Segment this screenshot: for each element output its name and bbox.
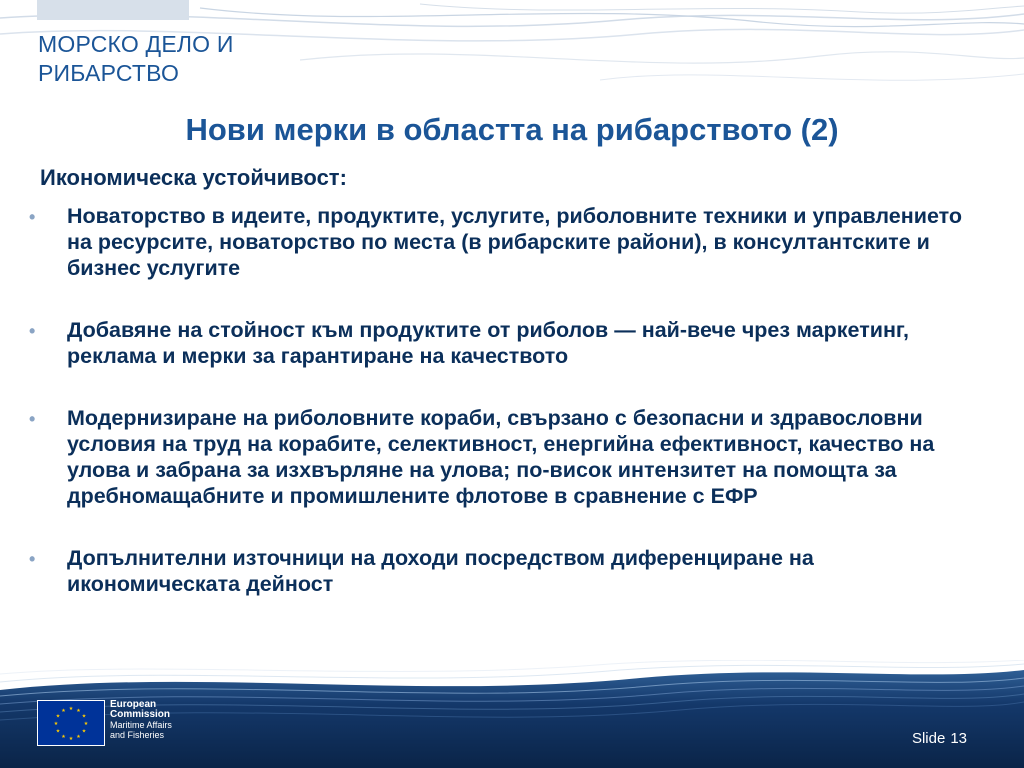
slide-label: Slide [911, 730, 946, 747]
slide-number [912, 730, 967, 747]
bullet-item [29, 405, 969, 509]
slide-title: Нови мерки в областта на рибарството (2) [185, 112, 839, 147]
bullet-list [29, 203, 969, 633]
bullet-item [29, 203, 969, 281]
svg-text:★: ★ [55, 713, 61, 720]
directorate-line-1: МОРСКО ДЕЛО И [38, 31, 234, 57]
svg-text:★: ★ [76, 708, 81, 714]
svg-text:★: ★ [81, 713, 87, 720]
svg-text:★: ★ [81, 728, 87, 735]
logo-line-commission: Commission [110, 709, 171, 720]
bullet-text: Модернизиране на риболовните кораби, свързано с безопасни и здравословни условия на труд на корабите, селективност, енергийна ефективност, качество на улова и забрана за изхвърляне на улова; по-висок интензитет на помощта за дребномащабните и промишлените флотове в сравнение с ЕФР [67, 406, 935, 508]
european-commission-logo [37, 700, 187, 748]
bullet-dot-icon: • [29, 409, 36, 429]
logo-line-fisheries: and Fisheries [110, 730, 165, 740]
bullet-item [29, 317, 969, 369]
logo-line-maritime: Maritime Affairs [110, 720, 172, 730]
svg-text:★: ★ [55, 728, 61, 735]
eu-flag-icon [37, 700, 105, 746]
bullet-dot-icon: • [29, 549, 36, 569]
bullet-text: Новаторство в идеите, продуктите, услугите, риболовните техники и управлението на ресурсите, новаторство по места (в рибарските райони), в консултантските и бизнес услугите [67, 204, 963, 280]
svg-text:★: ★ [76, 734, 81, 740]
svg-text:★: ★ [68, 706, 74, 712]
svg-text:★: ★ [68, 736, 74, 742]
bullet-dot-icon: • [29, 321, 36, 341]
svg-text:★: ★ [61, 734, 66, 740]
slide-number-value: 13 [950, 730, 967, 747]
svg-text:★: ★ [83, 721, 89, 727]
logo-text [110, 700, 172, 740]
logo-line-european: European [110, 699, 157, 710]
section-subtitle: Икономическа устойчивост: [40, 165, 347, 190]
bullet-text: Добавяне на стойност към продуктите от риболов — най-вече чрез маркетинг, реклама и мерки за гарантиране на качеството [67, 318, 909, 368]
bullet-item [29, 545, 969, 597]
svg-text:★: ★ [61, 708, 66, 714]
directorate-label [38, 30, 234, 88]
bullet-dot-icon: • [29, 207, 36, 227]
directorate-line-2: РИБАРСТВО [38, 60, 180, 86]
svg-text:★: ★ [53, 721, 59, 727]
bullet-text: Допълнителни източници на доходи посредством диференциране на икономическата дейност [67, 546, 814, 596]
header-tab [37, 0, 189, 20]
